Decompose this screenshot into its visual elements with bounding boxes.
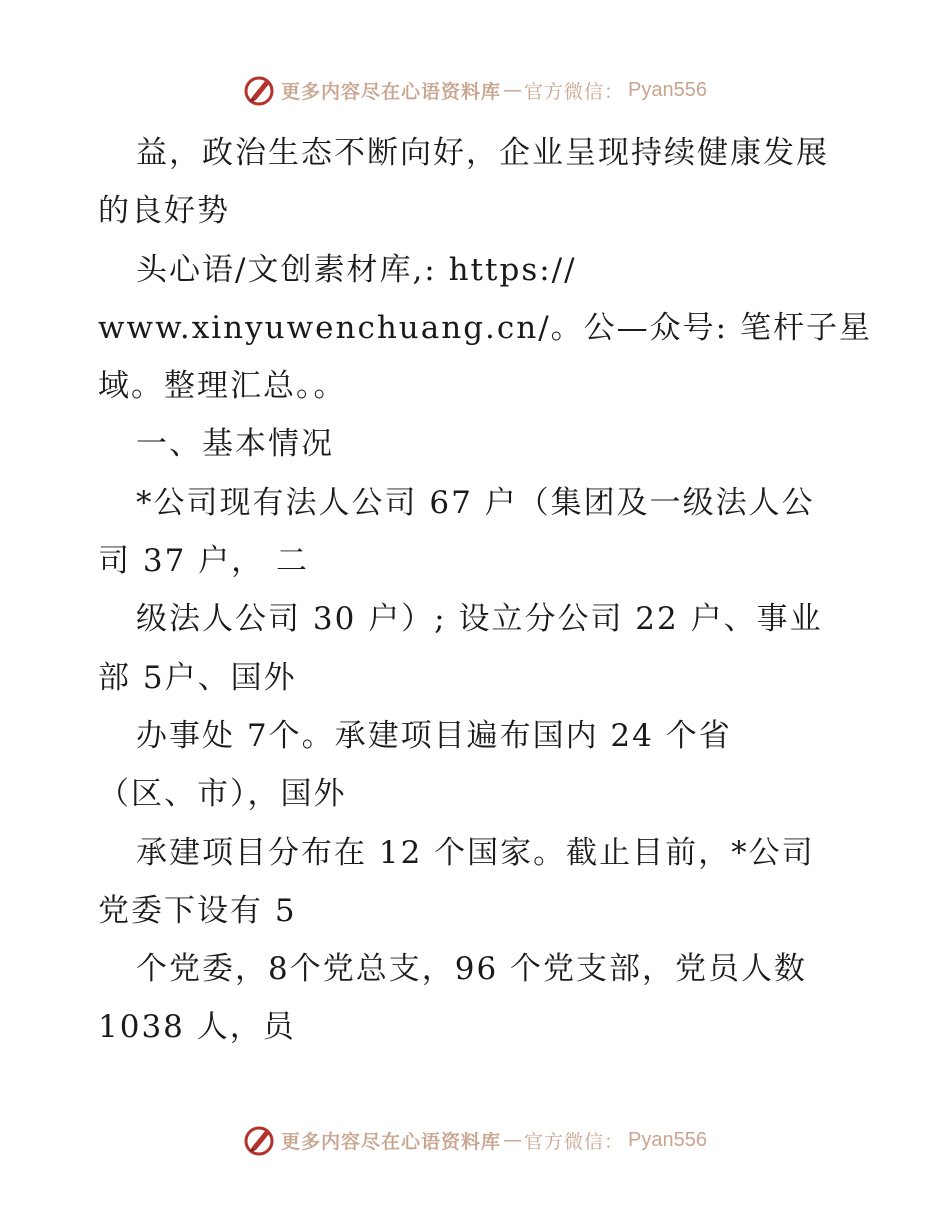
- text-line: 办事处 7个。承建项目遍布国内 24 个省: [136, 717, 732, 754]
- text-line: 域。整理汇总。。: [98, 368, 347, 405]
- text-line: 承建项目分布在 12 个国家。截止目前，*公司: [136, 834, 815, 871]
- text-line: www.xinyuwenchuang.cn/。公—众号: 笔杆子星: [98, 309, 872, 346]
- text-line: *公司现有法人公司 67 户（集团及一级法人公: [136, 484, 815, 521]
- pen-logo-icon: [243, 73, 277, 107]
- footer-banner: [0, 1120, 950, 1160]
- banner-sub-text: 官方微信：: [524, 1130, 625, 1153]
- text-line: 1038 人，员: [98, 1009, 296, 1046]
- text-line: 司 37 户， 二: [98, 543, 310, 580]
- text-line: 个党委，8个党总支，96 个党支部，党员人数: [136, 951, 808, 988]
- section-heading: 一、基本情况: [136, 426, 334, 463]
- text-line: 部 5户、国外: [98, 659, 297, 696]
- banner-wechat-id: Pyan556: [628, 78, 707, 101]
- text-line: 头心语/文创素材库,: https://: [136, 251, 577, 288]
- text-line: 的良好势: [98, 193, 230, 230]
- banner-main-text: 更多内容尽在心语资料库: [281, 1130, 502, 1153]
- banner-main-text: 更多内容尽在心语资料库: [281, 80, 502, 103]
- banner-sub-text: 官方微信：: [524, 80, 625, 103]
- text-line: 党委下设有 5: [98, 892, 297, 929]
- banner-dash: —: [503, 1129, 523, 1151]
- text-line: （区、市），国外: [98, 776, 347, 813]
- text-line: 益，政治生态不断向好，企业呈现持续健康发展: [136, 135, 829, 171]
- text-line: 级法人公司 30 户）; 设立分公司 22 户、事业: [136, 601, 823, 638]
- pen-logo-icon: [243, 1123, 277, 1157]
- document-body: [98, 124, 878, 1057]
- banner-dash: —: [503, 79, 523, 101]
- banner-wechat-id: Pyan556: [628, 1128, 707, 1151]
- header-banner: [0, 70, 950, 110]
